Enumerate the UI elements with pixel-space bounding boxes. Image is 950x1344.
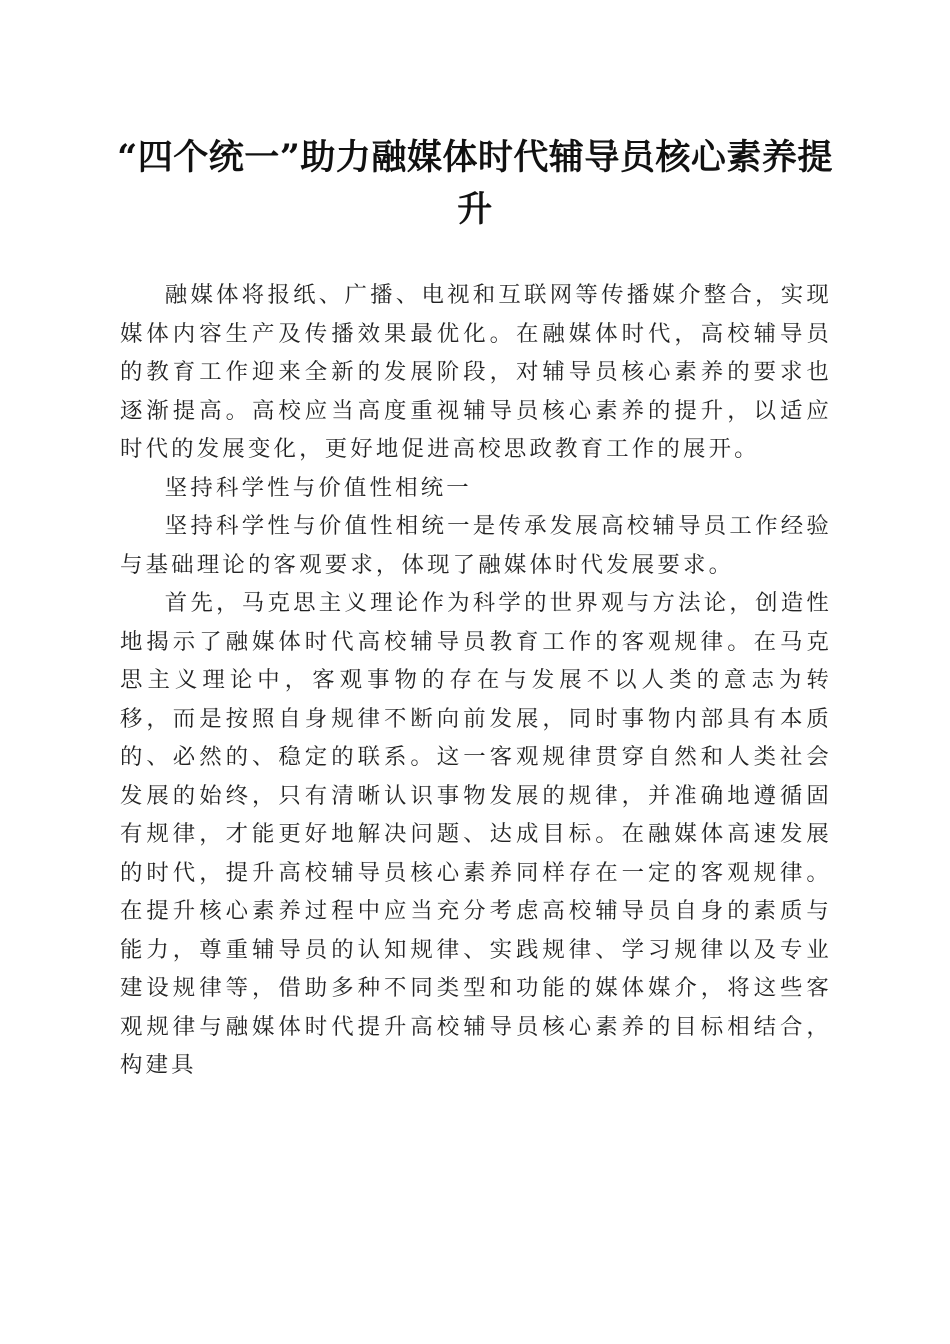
paragraph-intro: 融媒体将报纸、广播、电视和互联网等传播媒介整合，实现媒体内容生产及传播效果最优化。在融媒体时代，高校辅导员的教育工作迎来全新的发展阶段，对辅导员核心素养的要求也逐渐提高。高校应当高度重视辅导员核心素养的提升，以适应时代的发展变化，更好地促进高校思政教育工作的展开。 — [120, 282, 832, 462]
document-title: “四个统一”助力融媒体时代辅导员核心素养提升 — [117, 137, 833, 230]
section-heading: 坚持科学性与价值性相统一 — [164, 474, 472, 501]
paragraph-first-point: 首先，马克思主义理论作为科学的世界观与方法论，创造性地揭示了融媒体时代高校辅导员教育工作的客观规律。在马克思主义理论中，客观事物的存在与发展不以人类的意志为转移，而是按照自身规律不断向前发展，同时事物内部具有本质的、必然的、稳定的联系。这一客观规律贯穿自然和人类社会发展的始终，只有清晰认识事物发展的规律，并准确地遵循固有规律，才能更好地解决问题、达成目标。在融媒体高速发展的时代，提升高校辅导员核心素养同样存在一定的客观规律。在提升核心素养过程中应当充分考虑高校辅导员自身的素质与能力，尊重辅导员的认知规律、实践规律、学习规律以及专业建设规律等，借助多种不同类型和功能的媒体媒介，将这些客观规律与融媒体时代提升高校辅导员核心素养的目标相结合，构建具 — [120, 590, 832, 1078]
document-body — [120, 276, 832, 1085]
paragraph-section-summary: 坚持科学性与价值性相统一是传承发展高校辅导员工作经验与基础理论的客观要求，体现了融媒体时代发展要求。 — [120, 513, 832, 578]
